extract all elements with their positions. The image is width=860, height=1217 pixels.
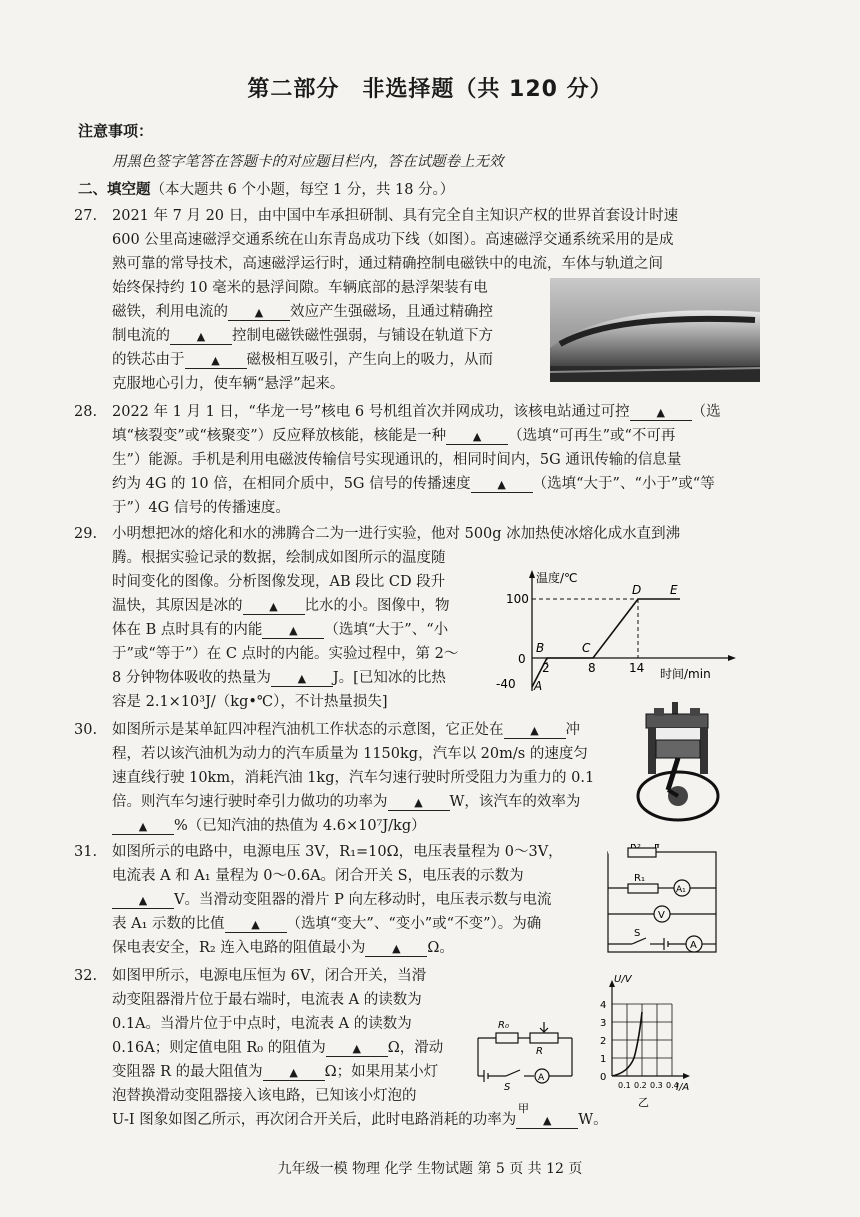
point-A: A (534, 679, 543, 693)
text: 磁极相互吸引，产生向上的吸力，从而 (246, 352, 493, 368)
y-tick-100: 100 (506, 592, 529, 606)
circuit-diagram-31 (604, 844, 724, 958)
answer-blank[interactable]: ▲ (185, 354, 247, 369)
label-A: A (690, 940, 697, 951)
q28-line: 生”）能源。手机是利用电磁波传输信号实现通讯的，相同时间内，5G 通讯传输的信息量 (112, 452, 682, 468)
x-tick: 0.3 (650, 1081, 663, 1090)
q30-line: 速直线行驶 10km，消耗汽油 1kg，汽车匀速行驶时所受阻力为重力的 0.1 (112, 770, 595, 786)
notice-text: 用黑色签字笔答在答题卡的对应题目栏内，答在试题卷上无效 (112, 154, 504, 170)
question-31 (74, 840, 602, 960)
answer-blank[interactable]: ▲ (446, 430, 508, 445)
point-D: D (632, 583, 642, 597)
answer-blank[interactable]: ▲ (225, 918, 287, 933)
label-V: V (658, 910, 665, 921)
y-tick: 3 (600, 1018, 607, 1029)
question-number: 28. (74, 404, 98, 420)
label-R2: R₂ (630, 844, 641, 851)
x-tick-8: 8 (588, 661, 596, 675)
y-tick: 2 (600, 1036, 607, 1047)
text: 的铁芯由于 (112, 352, 185, 368)
answer-blank[interactable]: ▲ (228, 306, 290, 321)
text: 比水的小。图像中，物 (304, 598, 450, 614)
text: 0.16A；则定值电阻 R₀ 的阻值为 (112, 1040, 326, 1056)
q29-line: 于”或“等于”）在 C 点时的内能。实验过程中，第 2～ (112, 646, 459, 662)
question-number: 30. (74, 722, 98, 738)
point-C: C (582, 641, 591, 655)
q29-line: 腾。根据实验记录的数据，绘制成如图所示的温度随 (112, 550, 446, 566)
label-R1: R₁ (634, 873, 645, 884)
label-S: S (504, 1082, 511, 1093)
caption-yi: 乙 (638, 1096, 649, 1109)
y-tick: 1 (600, 1054, 607, 1065)
page-footer: 九年级一模 物理 化学 生物试题 第 5 页 共 12 页 (277, 1161, 583, 1177)
text: 效应产生强磁场，且通过精确控 (290, 304, 493, 320)
circuit-diagram-jia (470, 1014, 580, 1114)
x-tick-14: 14 (629, 661, 645, 675)
label-A: A (538, 1073, 545, 1083)
curve-ABCDE (532, 599, 680, 687)
answer-blank[interactable]: ▲ (262, 624, 324, 639)
x-label: I/A (676, 1082, 690, 1093)
text: 温快，其原因是冰的 (112, 598, 243, 614)
question-28 (74, 400, 812, 520)
text: 约为 4G 的 10 倍，在相同介质中，5G 信号的传播速度 (112, 476, 471, 492)
answer-blank[interactable]: ▲ (243, 600, 305, 615)
answer-blank[interactable]: ▲ (365, 942, 427, 957)
text: 磁铁，利用电流的 (112, 304, 228, 320)
text: Ω；如果用某小灯 (324, 1064, 439, 1080)
text: 8 分钟物体吸收的热量为 (112, 670, 271, 686)
text: （选填“可再生”或“不可再 (508, 428, 676, 444)
answer-blank[interactable]: ▲ (471, 478, 533, 493)
page-title: 第二部分 非选择题（共 120 分） (247, 77, 613, 102)
q28-line (112, 424, 812, 448)
q31-line (112, 936, 602, 960)
question-number: 32. (74, 968, 98, 984)
text: W，该汽车的效率为 (449, 794, 581, 810)
question-number: 31. (74, 844, 98, 860)
text: 冲 (565, 722, 580, 738)
q27-line: 600 公里高速磁浮交通系统在山东青岛成功下线（如图）。高速磁浮交通系统采用的是成 (112, 232, 674, 248)
text: 2022 年 1 月 1 日，“华龙一号”核电 6 号机组首次并网成功，该核电站通过可控 (112, 404, 630, 420)
q32-line: 动变阻器滑片位于最右端时，电流表 A 的读数为 (112, 992, 422, 1008)
engine-diagram (632, 700, 724, 822)
q32-line: 泡替换滑动变阻器接入该电路，已知该小灯泡的 (112, 1088, 417, 1104)
y-label: 温度/℃ (536, 571, 578, 585)
q31-line (112, 912, 602, 936)
answer-blank[interactable]: ▲ (630, 406, 692, 421)
text: 保电表安全，R₂ 连入电路的阻值最小为 (112, 940, 366, 956)
q28-line (112, 472, 812, 496)
text: 倍。则汽车匀速行驶时牵引力做功的功率为 (112, 794, 388, 810)
q31-line: 如图所示的电路中，电源电压 3V，R₁=10Ω，电压表量程为 0～3V， (112, 844, 563, 860)
point-B: B (536, 641, 545, 655)
y-tick-neg40: -40 (496, 677, 516, 691)
text: J。[已知冰的比热 (332, 670, 446, 686)
text: Ω，滑动 (387, 1040, 444, 1056)
notice-heading: 注意事项： (78, 122, 154, 140)
text: （选填“大于”、“小于”或“等 (532, 476, 715, 492)
q29-line: 小明想把冰的熔化和水的沸腾合二为一进行实验，他对 500g 冰加热使冰熔化成水直到沸 (112, 526, 681, 542)
y-tick: 0 (600, 1072, 607, 1083)
answer-blank[interactable]: ▲ (388, 796, 450, 811)
q27-line: 2021 年 7 月 20 日，由中国中车承担研制、具有完全自主知识产权的世界首套设计时速 (112, 208, 679, 224)
maglev-train-photo (550, 278, 760, 382)
answer-blank[interactable]: ▲ (271, 672, 333, 687)
answer-blank[interactable]: ▲ (326, 1042, 388, 1057)
y-label: U/V (614, 974, 632, 985)
q32-line: 0.1A。当滑片位于中点时，电流表 A 的读数为 (112, 1016, 412, 1032)
q29-line: 时间变化的图像。分析图像发现，AB 段比 CD 段升 (112, 574, 446, 590)
label-S: S (634, 928, 641, 939)
label-R: R (536, 1046, 543, 1057)
x-axis-arrow (728, 655, 736, 661)
x-label: 时间/min (660, 667, 711, 681)
answer-blank[interactable]: ▲ (504, 724, 566, 739)
text: V。当滑动变阻器的滑片 P 向左移动时，电压表示数与电流 (174, 892, 552, 908)
q28-line: 于”）4G 信号的传播速度。 (112, 500, 290, 516)
text: （选 (691, 404, 721, 420)
text: 填“核裂变”或“核聚变”）反应释放核能，核能是一种 (112, 428, 447, 444)
answer-blank[interactable]: ▲ (516, 1114, 578, 1129)
text: （选填“大于”、“小 (324, 622, 449, 638)
text: 体在 B 点时具有的内能 (112, 622, 263, 638)
q27-line: 熟可靠的常导技术，高速磁浮运行时，通过精确控制电磁铁中的电流，车体与轨道之间 (112, 256, 663, 272)
text: 控制电磁铁磁性强弱，与铺设在轨道下方 (232, 328, 493, 344)
x-tick: 0.4 (666, 1081, 679, 1090)
origin-label: 0 (518, 652, 526, 666)
text: Ω。 (427, 940, 454, 956)
caption-jia: 甲 (518, 1102, 529, 1114)
x-tick-2: 2 (542, 661, 550, 675)
q30-line: 程，若以该汽油机为动力的汽车质量为 1150kg，汽车以 20m/s 的速度匀 (112, 746, 588, 762)
text: %（已知汽油的热值为 4.6×10⁷J/kg） (174, 818, 426, 834)
q32-line: 如图甲所示，电源电压恒为 6V，闭合开关，当滑 (112, 968, 427, 984)
q28-line (112, 400, 812, 424)
answer-blank[interactable]: ▲ (112, 820, 174, 835)
text: 制电流的 (112, 328, 170, 344)
point-E: E (670, 583, 678, 597)
label-R0: R₀ (498, 1020, 509, 1031)
text: W。 (578, 1112, 608, 1128)
section-label: 二、填空题 (78, 182, 151, 198)
temperature-time-graph (492, 566, 742, 696)
section-heading (78, 178, 454, 199)
text: 表 A₁ 示数的比值 (112, 916, 225, 932)
y-tick: 4 (600, 1000, 607, 1011)
y-axis-arrow (529, 570, 535, 578)
label-A1: A₁ (676, 885, 686, 895)
x-tick: 0.2 (634, 1081, 647, 1090)
text: 如图所示是某单缸四冲程汽油机工作状态的示意图，它正处在 (112, 722, 504, 738)
ui-graph-yi (592, 972, 696, 1112)
section-desc: （本大题共 6 个小题，每空 1 分，共 18 分。） (150, 182, 455, 198)
text: 变阻器 R 的最大阻值为 (112, 1064, 263, 1080)
x-tick: 0.1 (618, 1081, 631, 1090)
answer-blank[interactable]: ▲ (170, 330, 232, 345)
q31-line (112, 888, 602, 912)
q29-line: 容是 2.1×10³J/（kg•℃），不计热量损失] (112, 694, 388, 710)
answer-blank[interactable]: ▲ (112, 894, 174, 909)
label-P: P (654, 844, 661, 851)
text: U-I 图象如图乙所示，再次闭合开关后，此时电路消耗的功率为 (112, 1112, 517, 1128)
q31-line: 电流表 A 和 A₁ 量程为 0～0.6A。闭合开关 S，电压表的示数为 (112, 868, 524, 884)
question-number: 29. (74, 526, 98, 542)
q27-line: 始终保持约 10 毫米的悬浮间隙。车辆底部的悬浮架装有电 (112, 280, 488, 296)
q27-line: 克服地心引力，使车辆“悬浮”起来。 (112, 376, 345, 392)
text: （选填“变大”、“变小”或“不变”）。为确 (286, 916, 542, 932)
answer-blank[interactable]: ▲ (263, 1066, 325, 1081)
question-number: 27. (74, 208, 98, 224)
